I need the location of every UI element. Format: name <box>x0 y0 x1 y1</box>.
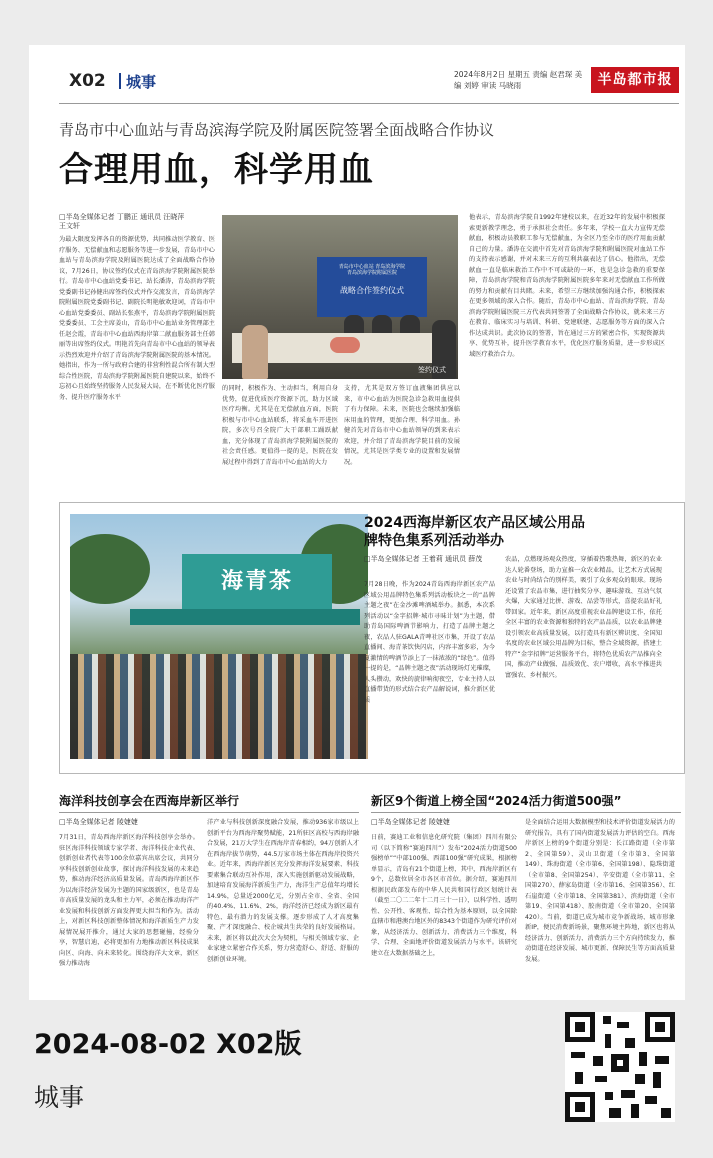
tea-booth-sign: 海青茶 <box>182 554 332 609</box>
article1-col2: 的同时，积极作为、主动担当，利用自身优势，促进优质医疗资源下沉，助力区域医疗均衡。尤其是在无偿献血方面，医院积极与市中心血站联系，将采血车开进医院，多次号召全院广大干部职工踊跃献血，充分体现了青岛滨海学院附属医院的社会责任感。更值得一提的是，医院在发展过程中得到了青岛市中心血站的大力 <box>222 385 338 466</box>
article3-title: 海洋科技创享会在西海岸新区举行 <box>59 794 240 808</box>
crowd <box>70 654 368 759</box>
footer-section: 城事 <box>34 1083 85 1112</box>
stage-screen <box>317 257 427 317</box>
screen-title-text: 战略合作签约仪式 <box>340 286 404 295</box>
article1-headline: 合理用血，科学用血 <box>59 150 374 190</box>
page-number: X02 <box>69 71 106 91</box>
market-event-photo <box>70 514 368 759</box>
article4-byline: □半岛全媒体记者 陵婕婕 <box>371 818 450 826</box>
article4-col1: 日前，赛迪工业和信息化研究院（集团）四川有限公司（以下简称“赛迪四川”）发布“2024活力街道500强榜单”“中部100强、西部100强”研究成果，根据榜单显示，青岛有21个街道上榜，其中，西海岸新区有9个，总数位居全市各区市首位。据介绍，赛迪四川根据民政部发布的中华人民共和国行政区划统计表（截至二〇二二年十二月三十一日），以科学性、透明性、公开性、客观性、综合性为基本原则，以全国除直辖市和港澳台地区外的8343个街道作为研究评价对象，从经济活力、创新活力、消费活力三个维度，科学、合理、全面地评价街道发展活力与水平。该研究建立在大数据基础之上， <box>371 834 517 957</box>
article3-rule <box>59 812 359 813</box>
tree <box>70 534 150 604</box>
article4-col2: 是全面结合运用大数据模型和技术评价街道发展活力的研究报告，具有了国内街道发展活力评估的空白。西海岸新区上榜的9个街道分别是：长江路街道（全市第2、全国第59）、灵山卫街道（全市第3、全国第149）、珠海街道（全市第6、全国第198）、隐珠街道（全市第8、全国第254）、辛安街道（全市第11、全国第270）、薛家岛街道（全市第16、全国第356）、红石崖街道（全市第18、全国第381）、滨海街道（全市第19、全国第418）、胶南街道（全市第20、全国第420）。当前，街道已成为城市竞争新战场、城市形象新IP，便民消费新场景，聚焦环境主阵地，新区也将从经济活力、创新活力、消费活力三个方向持续发力，推动街道在经济发展、城市更新、保障民生等方面高质量发展。 <box>525 819 675 963</box>
article4-title: 新区9个街道上榜全国“2024活力街道500强” <box>371 794 622 808</box>
article2-col2: 农品，点燃现场观众热度，穿插着热歌热舞，新区的农业达人轮番登场，助力宣推一众农业精品，让艺术方式展现农业与时尚结合的别样美，吸引了众多观众的眼球。现场还设置了农品市集，进行抽奖分享、趣味游戏、互动气氛火爆，大家通过比拼、游戏、品尝等形式，喜提农品好礼带回家。近年来，新区高度重视农业品牌建设工作，依托全区丰富的农业资源和独特的农产品品质，以农业品牌建设引领农业高质量发展，以打造具有新区辨识度、全国知名度的农业区域公用品牌为目标，整合全域资源，搭建土特产“金字招牌”运营服务平台，将特色优质农产品推向全国，推动产业做强、品质效优、农户增收，高水平推进共富强农、乡村振兴。 <box>505 556 662 679</box>
article1-byline: □半岛全媒体记者 丁鹏正 通讯员 汪晓萍 王文轩 <box>59 213 185 230</box>
article2-col1: 7月28日晚，作为2024青岛西海岸新区农产品区域公用品牌特色集系列活动板块之一的“品牌主题之夜”在金沙滩啤酒城举办。据悉，本次系列活动以“金字招牌·城市寻味计划”为主题，借助青岛国际啤酒节影响力，打造了品牌主题之夜，农品人驻GALA青啤社区市集，开设了农品直播间、海青茶饮快闪店，内容丰富多彩，为今夏激情的啤酒节添上了一抹浓浓的“绿色”。值得一提的是，“品牌主题之夜”活动现场灯光璀璨，人头攒动，欢快的旋律响彻夜空，专业主持人以直播带货的形式结合农产品解说词，推介新区优质 <box>364 581 495 704</box>
signing-ceremony-photo <box>222 215 458 379</box>
flowers <box>330 337 360 353</box>
person-figure <box>242 325 268 379</box>
article1-col3: 支持，尤其是双方签订血液集团供应以来，市中心血站为医院急诊急救用血提供了有力保障。未来，医院也会继续加强临床用血的管理，更加合理、科学用血。孙健首先对青岛市中心血站领导的到来表示欢迎，并介绍了青岛滨海学院目前的发展情况，尤其是医学类专业的设置和发展情况。 <box>344 385 460 466</box>
article3-col2: 洋产业与科技创新深度融合发展，推动936家市级以上创新平台为西海岸聚势赋能，21所驻区高校与西海岸融合发展，21万大学生在西海岸青春相约，94万创新人才在西海岸拔节萌势，44.5万家市场主体在西海岸投资兴业。近年来，西海岸新区充分发挥海洋发展要素、科技要素集合联动互补作用，深入实施创新驱动发展战略，加速培育发展海洋新质生产力，海洋生产总值年均增长14.9%，总量近2000亿元，分别占全市、全省、全国的40.4%、11.6%、2%，海洋经济已经成为新区最有特色、最有潜力的发展支撑。逐步形成了人才高度集聚、产才深度融合、校企城共生共荣的良好发展格局。未来，新区将以此次大会为契机，与相关领域专家、企业家建立紧密合作关系，努力营造舒心、舒适、舒服的创新创业环境。 <box>207 819 359 963</box>
article1-col1: 为最大限度发挥各自的资源优势，共同推动医学教育、医疗服务、无偿献血和志愿服务等进一步发展，青岛市中心血站与青岛滨海学院及附属医院达成了全面战略合作协议，7月26日，协议签约仪式在青岛滨海学院附属医院举行。青岛市中心血站党委书记、站长潘涛，青岛滨海学院党委副书记孙健出席签约仪式并作交流发言，青岛滨海学院附属医院党委副书记、副院长明艳敏欢迎词，青岛市中心血站党委委员、副站长张燕平，青岛滨海学院附属医院党委委员、工会主席姜山，青岛市中心血站业务管理部主任赵会霞，青岛市中心血站西海岸第二献血服务部主任韩丽等出席签约仪式。明艳首先向青岛市中心血站的领导表示热烈欢迎并介绍了青岛滨海学院附属医院的基本情况。她指出，作为一所与政府合建的非营利性混合所有制大型综合性医院，青岛滨海学院附属医院自建院以来，始终不忘初心且始终坚持服务人民发展大局，在不断优化医疗服务、提升医疗服务水平 <box>59 236 215 401</box>
article2-title: 2024西海岸新区农产品区域公用品牌特色集系列活动举办 <box>364 515 585 549</box>
article3-byline: □半岛全媒体记者 陵婕婕 <box>59 818 138 826</box>
booth-awning <box>130 609 360 625</box>
qr-code-icon[interactable] <box>565 1012 675 1122</box>
newspaper-logo: 半岛都市报 <box>591 67 679 93</box>
article4-rule <box>371 812 681 813</box>
header-meta: 2024年8月2日 星期五 责编 赵君琛 美编 刘婷 审读 马晓雨 <box>454 70 583 90</box>
screen-top-text: 青岛市中心血站 青岛滨海学院 <box>338 264 406 270</box>
screen-mid-text: 青岛滨海学院附属医院 <box>346 270 397 276</box>
header-divider <box>119 73 121 89</box>
footer-date-page: 2024-08-02 X02版 <box>34 1029 302 1060</box>
photo-caption: 签约仪式 <box>418 366 446 374</box>
header-rule <box>59 103 679 104</box>
section-name: 城事 <box>126 73 157 91</box>
article3-col1: 7月31日，青岛西海岸新区海洋科技创享会举办。驻区海洋科技领域专家学者、海洋科技企业代表、创新创业者代表等100余位嘉宾出席会议，共同分享科技创新创业故事，探讨海洋科技发展的未来趋势，推动海洋经济高质量发展。青岛西海岸新区作为以海洋经济发展为主题的国家级新区，也是青岛市高质量发展的龙头和主力军，必须在推动海洋产业发展和科技创新方面发挥更大担当和作为。活动上，对新区科技创新整体情况和海洋新质生产力发展情况展开推介，通过大家的思想碰撞，经验分享，智慧启迪，必将更加有力地推动新区科技成果向区、向海、向未来转化。围绕海洋大文章，新区强力推动海 <box>59 834 199 967</box>
article1-col4: 他表示，青岛滨海学院自1992年建校以来，在近32年的发展中积极探索更新教学理念，勇于承担社会责任。多年来，学校一直大力宣传无偿献血，积极动员教职工参与无偿献血，为全区乃至全市的医疗用血贡献自己的力量。潘涛在交流中首先对青岛滨海学院和附属医院对血站工作的支持表示感谢，并对未来三方的互利共赢表达了信心。他指出，无偿献血一直是临床救治工作中不可或缺的一环，也是急诊急救的重要保障，青岛滨海学院和青岛滨海学院附属医院多年来对无偿献血工作所做的努力和贡献有目共睹。未来，希望三方继续加强沟通合作，积极探索在更多领域的深入合作。随后，青岛市中心血站、青岛滨海学院、青岛滨海学院附属医院三方代表共同签署了全面战略合作协议，就未来三方在教育、临床实习与培训、科研、党建联建、志愿服务等方面的深入合作达成共识。此次协议的签署，旨在通过三方的紧密合作，实现资源共享、优势互补，提升医学教育水平，优化医疗服务质量，进一步形成区域医疗救治合力。 <box>469 214 665 358</box>
article2-byline: □半岛全媒体记者 王着莉 通讯员 薛茂 <box>364 555 483 563</box>
article1-subtitle: 青岛市中心血站与青岛滨海学院及附属医院签署全面战略合作协议 <box>59 121 495 139</box>
newspaper-page <box>29 45 685 1000</box>
